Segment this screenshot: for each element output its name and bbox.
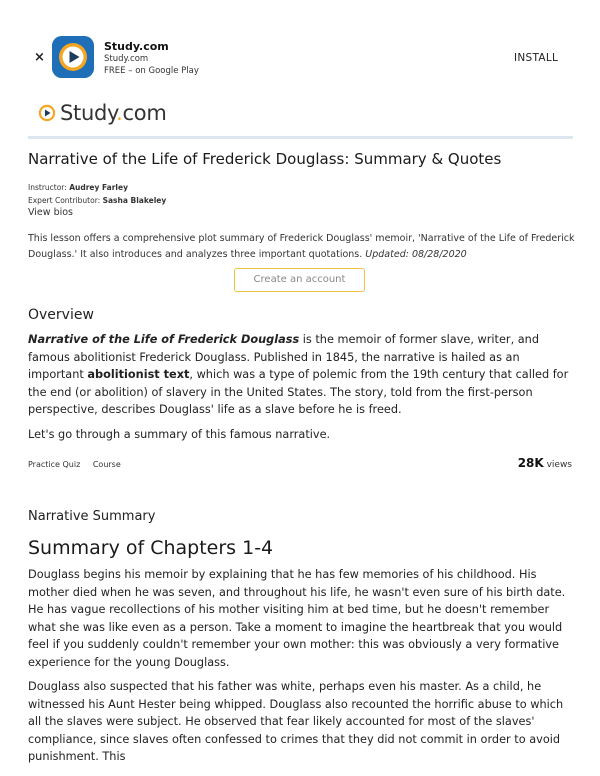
view-count [518, 456, 572, 470]
app-name: Study.com [104, 40, 169, 53]
view-count-label: views [546, 460, 572, 470]
create-account-button[interactable]: Create an account [234, 268, 365, 292]
instructor-name[interactable]: Audrey Farley [69, 183, 128, 192]
instructor-label: Instructor: [28, 183, 67, 192]
lesson-description [28, 231, 576, 263]
logo-play-icon [38, 104, 56, 122]
site-logo[interactable] [38, 100, 166, 126]
book-title: Narrative of the Life of Frederick Douglass [28, 333, 300, 346]
course-link[interactable]: Course [92, 460, 121, 469]
summary-paragraph-1: Douglass begins his memoir by explaining that he has few memories of his childhood. His mother died when he was seven, and throughout his life, he wasn't even sure of his birth date. He has vague recollections of his mother visiting him at bed time, but he doesn't remember what she was like even as a person. Take a moment to imagine the heartbreak that you would feel if you suddenly couldn't remember your own mother: this was obviously a very formative experience for the young Douglass. [28, 568, 566, 669]
view-count-number: 28K [517, 456, 544, 470]
page-title: Narrative of the Life of Frederick Douglass: Summary & Quotes [28, 150, 502, 168]
overview-text-part1: is the memoir of former slave, writer, and famous abolitionist Frederick Douglass. Published in 1845, the narrative is hailed as an important [28, 333, 540, 382]
play-icon [52, 36, 94, 78]
view-bios-link[interactable]: View bios [28, 207, 73, 218]
practice-quiz-link[interactable]: Practice Quiz [28, 460, 81, 469]
contributor-name[interactable]: Sasha Blakeley [102, 196, 167, 205]
contributor-line [28, 196, 166, 205]
overview-paragraph-2: Let's go through a summary of this famous narrative. [28, 428, 331, 441]
overview-paragraph [28, 331, 576, 419]
lesson-links [28, 460, 131, 469]
app-store-line: FREE – on Google Play [104, 66, 199, 76]
narrative-summary-heading: Narrative Summary [28, 509, 156, 524]
header-divider [28, 136, 573, 139]
install-button[interactable]: INSTALL [514, 52, 559, 64]
overview-heading: Overview [28, 307, 94, 323]
contributor-label: Expert Contributor: [28, 196, 101, 205]
app-install-banner [0, 0, 600, 92]
term-abolitionist-text[interactable]: abolitionist text [87, 368, 190, 382]
close-banner-button[interactable]: × [34, 50, 45, 65]
summary-paragraph-2: Douglass also suspected that his father was white, perhaps even his master. As a child, he witnessed his Aunt Hester being whipped. Douglass also recounted the horrific abuse to which all the slaves were subject. He observed that fear likely accounted for most of the slaves' compliance, since slaves often confessed to crimes that they did not commit in order to avoid punishment. This [28, 680, 564, 764]
instructor-line [28, 183, 128, 192]
chapter-heading: Summary of Chapters 1-4 [28, 537, 274, 559]
app-domain: Study.com [104, 54, 149, 64]
logo-wordmark: Study.com [60, 101, 167, 125]
lesson-description-text: This lesson offers a comprehensive plot summary of Frederick Douglass' memoir, 'Narrative of the Life of Frederick Douglass.' It also introduces and analyzes three important quotations. [28, 233, 575, 260]
app-icon[interactable] [52, 36, 94, 78]
overview-text-part2: , which was a type of polemic from the 19th century that called for the end (or abolition) of slavery in the United States. The story, told from the first-person perspective, describes Douglass' life as a slave before he is freed. [28, 368, 569, 417]
updated-date: Updated: 08/28/2020 [365, 249, 467, 260]
